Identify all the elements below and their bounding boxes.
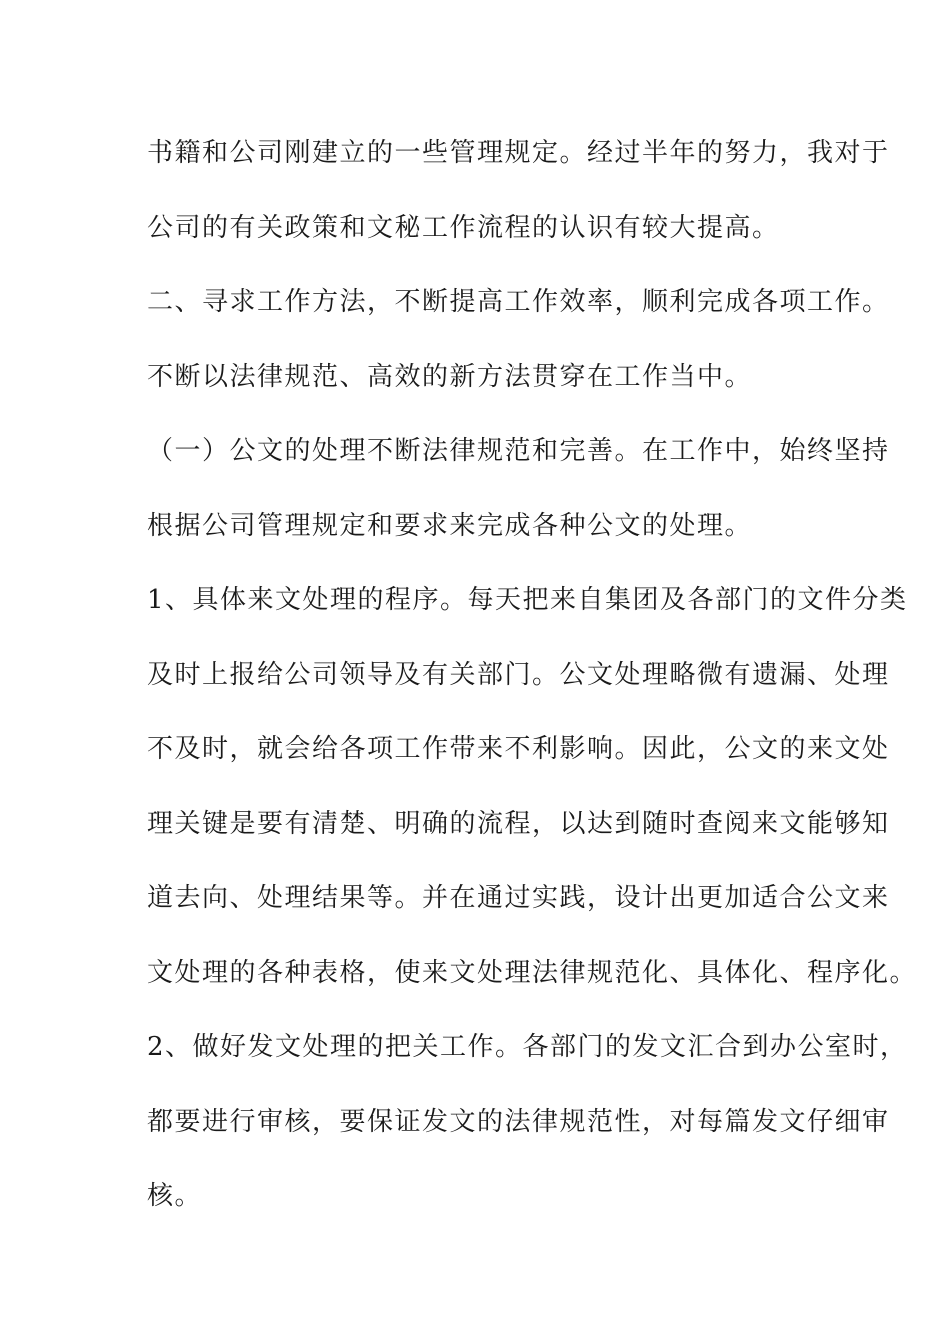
body-text-line: 根据公司管理规定和要求来完成各种公文的处理。 [147,511,753,541]
body-text-line: 都要进行审核，要保证发文的法律规范性，对每篇发文仔细审 [147,1107,890,1137]
body-text-line: 理关键是要有清楚、明确的流程，以达到随时查阅来文能够知 [147,809,890,839]
body-text-line: 不断以法律规范、高效的新方法贯穿在工作当中。 [147,362,753,392]
body-text-line: 文处理的各种表格，使来文处理法律规范化、具体化、程序化。 [147,958,918,988]
body-text-line: 不及时，就会给各项工作带来不利影响。因此，公文的来文处 [147,734,890,764]
body-text-line: 公司的有关政策和文秘工作流程的认识有较大提高。 [147,213,780,243]
body-text-line: 及时上报给公司领导及有关部门。公文处理略微有遗漏、处理 [147,660,890,690]
body-text-line: 书籍和公司刚建立的一些管理规定。经过半年的努力，我对于 [147,138,890,168]
body-text-line: 道去向、处理结果等。并在通过实践，设计出更加适合公文来 [147,883,890,913]
subsection-heading-line: （一）公文的处理不断法律规范和完善。在工作中，始终坚持 [147,436,890,466]
body-text-line: 核。 [147,1181,203,1211]
list-item-line: 2、做好发文处理的把关工作。各部门的发文汇合到办公室时， [147,1032,908,1062]
section-heading-line: 二、寻求工作方法，不断提高工作效率，顺利完成各项工作。 [147,287,890,317]
list-item-line: 1、具体来文处理的程序。每天把来自集团及各部门的文件分类 [147,585,908,615]
